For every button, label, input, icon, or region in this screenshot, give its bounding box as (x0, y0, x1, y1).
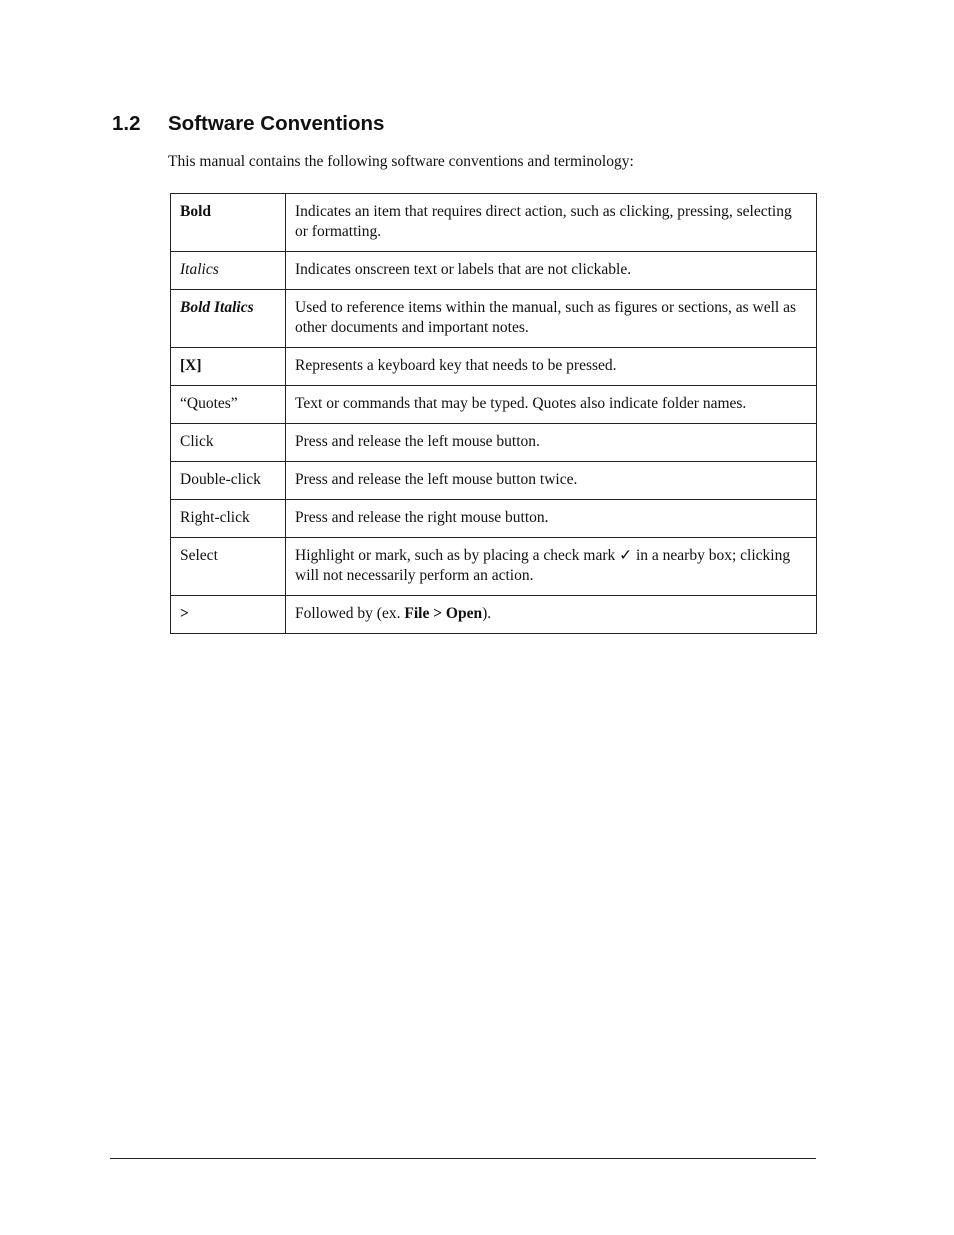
description-cell: Indicates an item that requires direct action, such as clicking, pressing, selecting or formatting. (286, 194, 817, 252)
table-row (171, 538, 817, 596)
description-cell: Press and release the left mouse button. (286, 424, 817, 462)
table-row (171, 194, 817, 252)
term-cell: Italics (171, 252, 286, 290)
term-cell: > (171, 596, 286, 634)
description-prefix: Followed by (ex. (295, 605, 405, 622)
footer-divider (110, 1158, 816, 1159)
table-row (171, 596, 817, 634)
table-row (171, 424, 817, 462)
term-cell: “Quotes” (171, 386, 286, 424)
term-cell: [X] (171, 348, 286, 386)
table-row (171, 500, 817, 538)
term-cell: Bold Italics (171, 290, 286, 348)
description-cell: Used to reference items within the manual, such as figures or sections, as well as other documents and important notes. (286, 290, 817, 348)
description-cell: Text or commands that may be typed. Quotes also indicate folder names. (286, 386, 817, 424)
description-cell: Press and release the left mouse button twice. (286, 462, 817, 500)
term-cell: Right-click (171, 500, 286, 538)
description-cell: Indicates onscreen text or labels that are not clickable. (286, 252, 817, 290)
table-row (171, 290, 817, 348)
conventions-table (170, 193, 817, 634)
table-row (171, 252, 817, 290)
term-cell: Select (171, 538, 286, 596)
description-suffix: ). (482, 605, 492, 622)
table-row (171, 348, 817, 386)
term-cell: Bold (171, 194, 286, 252)
section-title: Software Conventions (168, 112, 385, 135)
description-cell: Highlight or mark, such as by placing a check mark ✓ in a nearby box; clicking will not necessarily perform an action. (286, 538, 817, 596)
description-cell (286, 596, 817, 634)
table-row (171, 462, 817, 500)
section-heading (112, 112, 384, 136)
section-number: 1.2 (112, 112, 141, 135)
description-cell: Press and release the right mouse button. (286, 500, 817, 538)
menu-path-example: File > Open (404, 605, 483, 622)
intro-paragraph: This manual contains the following software conventions and terminology: (168, 153, 634, 170)
table-row (171, 386, 817, 424)
description-cell: Represents a keyboard key that needs to be pressed. (286, 348, 817, 386)
term-cell: Click (171, 424, 286, 462)
term-cell: Double-click (171, 462, 286, 500)
